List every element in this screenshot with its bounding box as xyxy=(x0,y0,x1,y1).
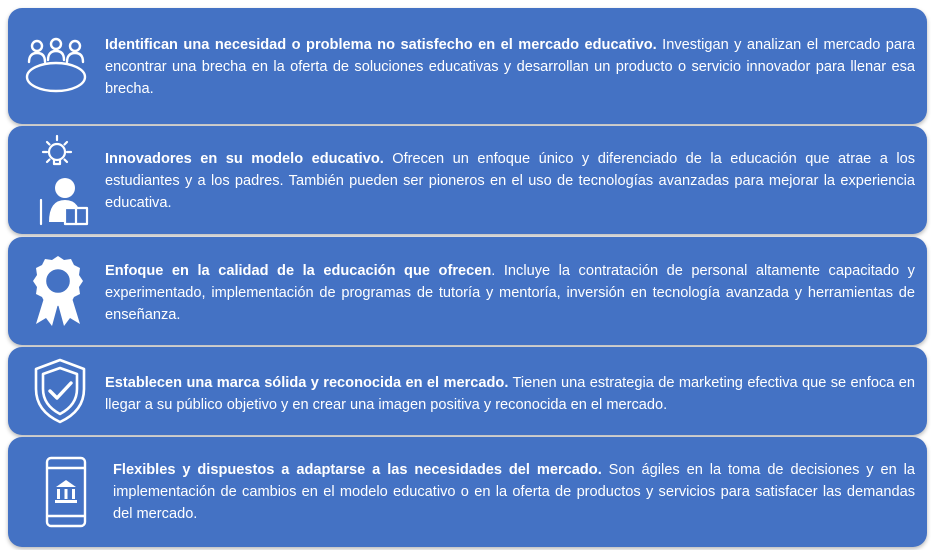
card-need-identification xyxy=(8,8,927,124)
card-text xyxy=(105,372,915,416)
people-around-table-icon xyxy=(20,30,92,102)
card-brand xyxy=(8,347,927,435)
card-text xyxy=(113,459,915,525)
card-body: . Incluye la contratación de personal altamente capacitado y experimentado, implementación de programas de tutoría y mentoría, inversión en tecnología avanzada y herramientas de enseñanza. xyxy=(105,263,915,323)
card-body: Investigan y analizan el mercado para encontrar una brecha en la oferta de soluciones educativas y desarrollan un producto o servicio innovador para llenar esa brecha. xyxy=(105,37,915,97)
card-title: Innovadores en su modelo educativo. xyxy=(105,151,384,167)
card-text xyxy=(105,148,915,214)
idea-person-icon xyxy=(30,144,102,216)
mobile-bank-icon xyxy=(30,456,102,528)
card-innovative-model xyxy=(8,126,927,234)
card-title: Enfoque en la calidad de la educación que ofrecen xyxy=(105,263,492,279)
card-body: Tienen una estrategia de marketing efectiva que se enfoca en llegar a su público objetivo y en crear una imagen positiva y reconocida en el mercado. xyxy=(105,375,915,413)
card-quality-focus xyxy=(8,237,927,345)
card-flexibility xyxy=(8,437,927,547)
card-title: Flexibles y dispuestos a adaptarse a las necesidades del mercado. xyxy=(113,462,602,478)
award-ribbon-icon xyxy=(22,255,94,327)
card-body: Son ágiles en la toma de decisiones y en la implementación de cambios en el modelo educativo o en la oferta de productos y servicios para satisfacer las demandas del mercado. xyxy=(113,462,915,522)
card-text xyxy=(105,34,915,100)
card-body: Ofrecen un enfoque único y diferenciado de la educación que atrae a los estudiantes y a los padres. También pueden ser pioneros en el uso de tecnologías avanzadas para mejorar la experiencia educativa. xyxy=(105,151,916,211)
card-title: Identifican una necesidad o problema no satisfecho en el mercado educativo. xyxy=(105,37,657,53)
shield-check-icon xyxy=(24,355,96,427)
card-text xyxy=(105,260,915,326)
card-title: Establecen una marca sólida y reconocida en el mercado. xyxy=(105,375,509,391)
